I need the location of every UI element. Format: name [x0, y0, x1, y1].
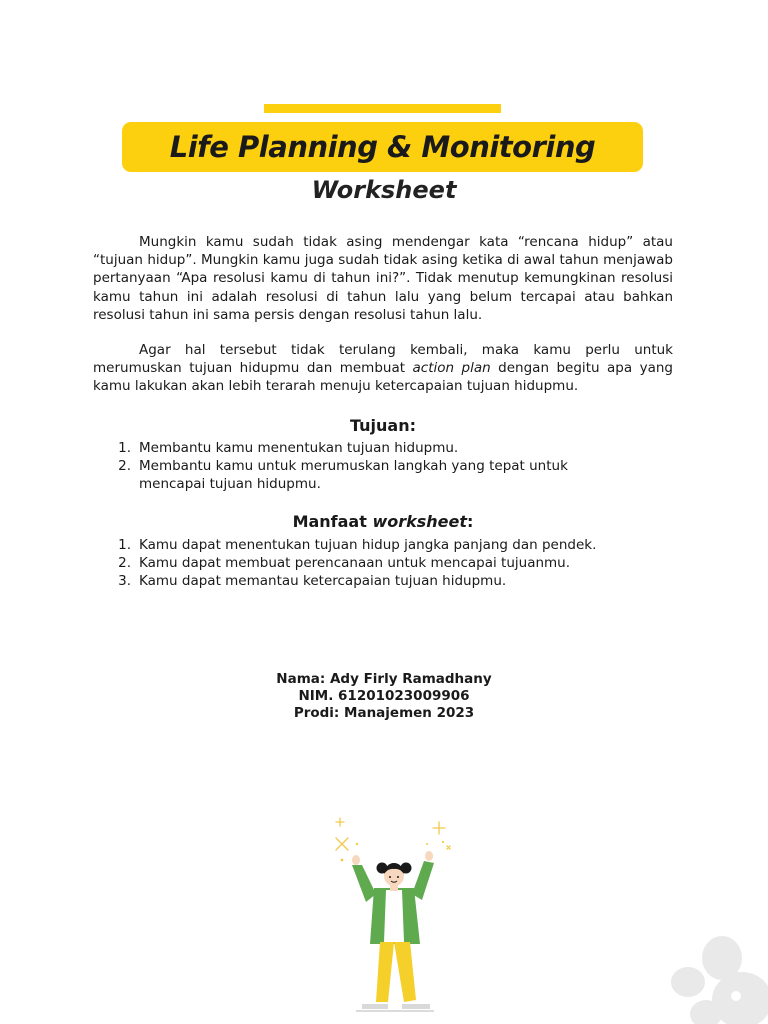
list-item-text: Kamu dapat memantau ketercapaian tujuan hidupmu.	[139, 573, 507, 590]
list-item-text: Kamu dapat menentukan tujuan hidup jangka panjang dan pendek.	[139, 536, 597, 553]
student-name: Nama: Ady Firly Ramadhany	[276, 671, 492, 687]
list-item-number: 2.	[118, 458, 131, 475]
celebrating-girl-illustration	[330, 812, 455, 1012]
manfaat-heading-emphasis: worksheet	[372, 512, 468, 532]
intro-paragraph-2-text-b: dengan begitu apa yang kamu lakukan akan lebih terarah menuju ketercapaian tujuan hidupmu.	[93, 360, 674, 395]
list-item-text: Membantu kamu untuk merumuskan langkah yang tepat untuk mencapai tujuan hidupmu.	[139, 458, 568, 493]
list-item	[93, 536, 673, 554]
intro-paragraph-2	[93, 341, 673, 396]
manfaat-heading-prefix: Manfaat	[292, 512, 373, 532]
list-item-number: 2.	[118, 554, 131, 571]
page-subtitle: Worksheet	[311, 176, 457, 204]
intro-paragraph-1: Mungkin kamu sudah tidak asing mendengar kata “rencana hidup” atau “tujuan hidup”. Mungkin kamu juga sudah tidak asing ketika di awal tahun menjawab pertanyaan “Apa resolusi kamu di tahun ini?”. Tidak menutup kemungkinan resolusi kamu tahun ini adalah resolusi di tahun lalu yang belum tercapai atau bahkan resolusi tahun ini sama persis dengan resolusi tahun lalu.	[93, 234, 673, 323]
manfaat-list	[93, 536, 673, 591]
worksheet-content	[93, 233, 673, 590]
decorative-corner-logo	[670, 930, 768, 1024]
list-item-number: 1.	[118, 536, 131, 553]
list-item-number: 1.	[118, 439, 131, 456]
student-nim: NIM. 61201023009906	[298, 688, 470, 704]
tujuan-list	[93, 439, 673, 494]
student-prodi: Prodi: Manajemen 2023	[293, 705, 475, 721]
list-item	[93, 572, 673, 590]
manfaat-heading-suffix: :	[467, 512, 474, 532]
list-item	[93, 439, 673, 457]
tujuan-heading: Tujuan:	[349, 415, 416, 435]
list-item-text: Kamu dapat membuat perencanaan untuk mencapai tujuanmu.	[139, 554, 571, 571]
top-accent-bar	[264, 104, 501, 113]
list-item-number: 3.	[118, 573, 131, 590]
list-item	[93, 457, 673, 493]
title-banner	[122, 122, 643, 172]
list-item-text: Membantu kamu menentukan tujuan hidupmu.	[139, 439, 459, 456]
student-identity	[0, 671, 768, 722]
intro-paragraph-2-text-a: Agar hal tersebut tidak terulang kembali, maka kamu perlu untuk merumuskan tujuan hidupmu dan membuat	[93, 342, 673, 377]
manfaat-heading	[93, 513, 673, 531]
page-title: Life Planning & Monitoring	[169, 130, 596, 164]
intro-paragraph-2-emphasis: action plan	[412, 360, 491, 377]
list-item	[93, 554, 673, 572]
